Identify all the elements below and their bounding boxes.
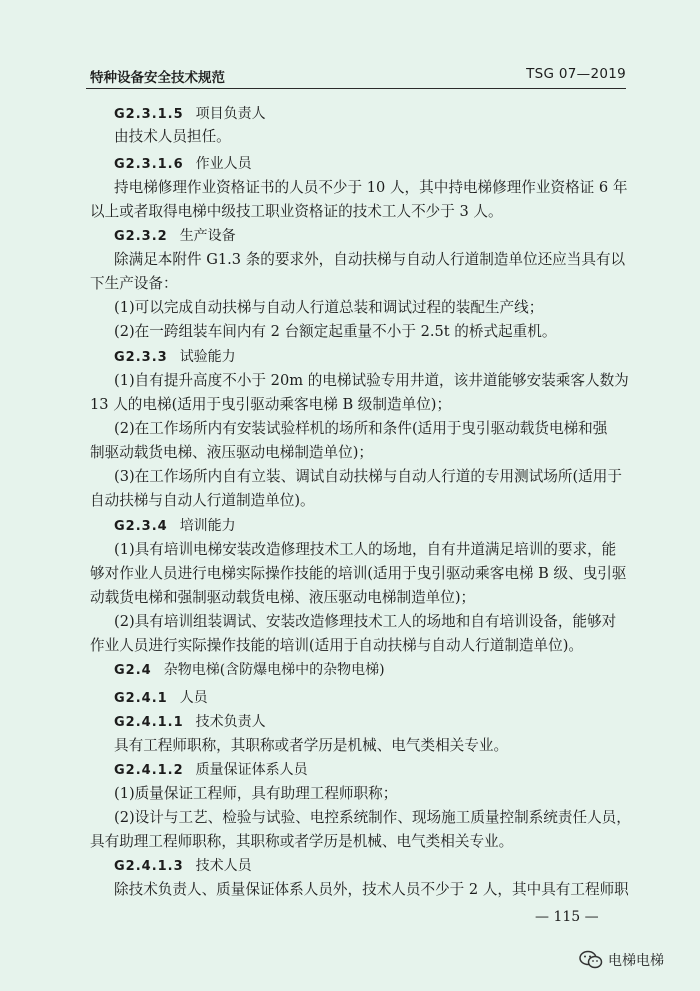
section-number: G2.4.1.1 [114, 715, 184, 730]
section-heading [114, 660, 385, 681]
header-code: TSG 07—2019 [526, 66, 626, 82]
page-number: — 115 — [535, 909, 599, 925]
text-line: (1)自有提升高度不小于 20m 的电梯试验专用井道，该井道能够安装乘客人数为 [114, 372, 629, 389]
section-title: 质量保证体系人员 [195, 762, 308, 778]
section-heading [114, 688, 208, 709]
section-heading [114, 856, 252, 877]
section-heading [114, 347, 236, 368]
text-line: (1)具有培训电梯安装改造修理技术工人的场地，自有井道满足培训的要求，能 [114, 541, 617, 558]
text-line: (2)在工作场所内有安装试验样机的场所和条件(适用于曳引驱动载货电梯和强 [114, 420, 608, 437]
text-line: 制驱动载货电梯、液压驱动电梯制造单位)； [90, 444, 373, 461]
text-line: 13 人的电梯(适用于曳引驱动乘客电梯 B 级制造单位)； [90, 396, 452, 413]
section-number: G2.4 [114, 663, 152, 678]
section-number: G2.3.1.5 [114, 107, 184, 122]
section-heading [114, 104, 266, 125]
text-line: 够对作业人员进行电梯实际操作技能的培训(适用于曳引驱动乘客电梯 B 级、曳引驱 [90, 565, 627, 582]
text-line: (1)可以完成自动扶梯与自动人行道总装和调试过程的装配生产线； [114, 299, 544, 316]
section-heading [114, 712, 266, 733]
text-line: 具有工程师职称，其职称或者学历是机械、电气类相关专业。 [114, 737, 509, 754]
wechat-icon [579, 950, 603, 970]
section-title: 人员 [179, 690, 208, 706]
header-title: 特种设备安全技术规范 [90, 70, 225, 86]
wechat-watermark [579, 950, 664, 970]
page-header [86, 62, 626, 89]
section-number: G2.3.3 [114, 350, 168, 365]
text-line: (1)质量保证工程师，具有助理工程师职称； [114, 785, 398, 802]
section-number: G2.3.4 [114, 519, 168, 534]
section-number: G2.4.1.3 [114, 859, 184, 874]
section-title: 项目负责人 [195, 106, 266, 122]
section-title: 生产设备 [179, 228, 236, 244]
section-number: G2.3.2 [114, 229, 168, 244]
text-line: 下生产设备： [90, 275, 178, 292]
text-line: 除满足本附件 G1.3 条的要求外，自动扶梯与自动人行道制造单位还应当具有以 [114, 251, 626, 268]
text-line: (2)在一跨组装车间内有 2 台额定起重量不小于 2.5t 的桥式起重机。 [114, 323, 557, 340]
text-line: 自动扶梯与自动人行道制造单位)。 [90, 492, 315, 509]
text-line: 作业人员进行实际操作技能的培训(适用于自动扶梯与自动人行道制造单位)。 [90, 637, 583, 654]
section-title: 杂物电梯(含防爆电梯中的杂物电梯) [163, 662, 385, 678]
watermark-text: 电梯电梯 [608, 953, 664, 969]
section-heading [114, 226, 236, 247]
section-heading [114, 760, 308, 781]
text-line: (2)具有培训组装调试、安装改造修理技术工人的场地和自有培训设备，能够对 [114, 613, 617, 630]
text-line: 由技术人员担任。 [114, 128, 231, 145]
section-heading [114, 516, 236, 537]
text-line: 除技术负责人、质量保证体系人员外，技术人员不少于 2 人，其中具有工程师职 [114, 881, 629, 898]
section-heading [114, 154, 252, 175]
text-line: 持电梯修理作业资格证书的人员不少于 10 人，其中持电梯修理作业资格证 6 年 [114, 179, 628, 196]
section-number: G2.3.1.6 [114, 157, 184, 172]
section-number: G2.4.1.2 [114, 763, 184, 778]
text-line: 动载货电梯和强制驱动载货电梯、液压驱动电梯制造单位)； [90, 589, 476, 606]
section-title: 技术人员 [195, 858, 252, 874]
text-line: 具有助理工程师职称，其职称或者学历是机械、电气类相关专业。 [90, 833, 514, 850]
section-title: 技术负责人 [195, 714, 266, 730]
text-line: (3)在工作场所内自有立装、调试自动扶梯与自动人行道的专用测试场所(适用于 [114, 468, 622, 485]
section-title: 培训能力 [179, 518, 236, 534]
section-title: 试验能力 [179, 349, 236, 365]
section-title: 作业人员 [195, 156, 252, 172]
text-line: 以上或者取得电梯中级技工职业资格证的技术工人不少于 3 人。 [90, 203, 503, 220]
text-line: (2)设计与工艺、检验与试验、电控系统制作、现场施工质量控制系统责任人员， [114, 809, 631, 826]
section-number: G2.4.1 [114, 691, 168, 706]
